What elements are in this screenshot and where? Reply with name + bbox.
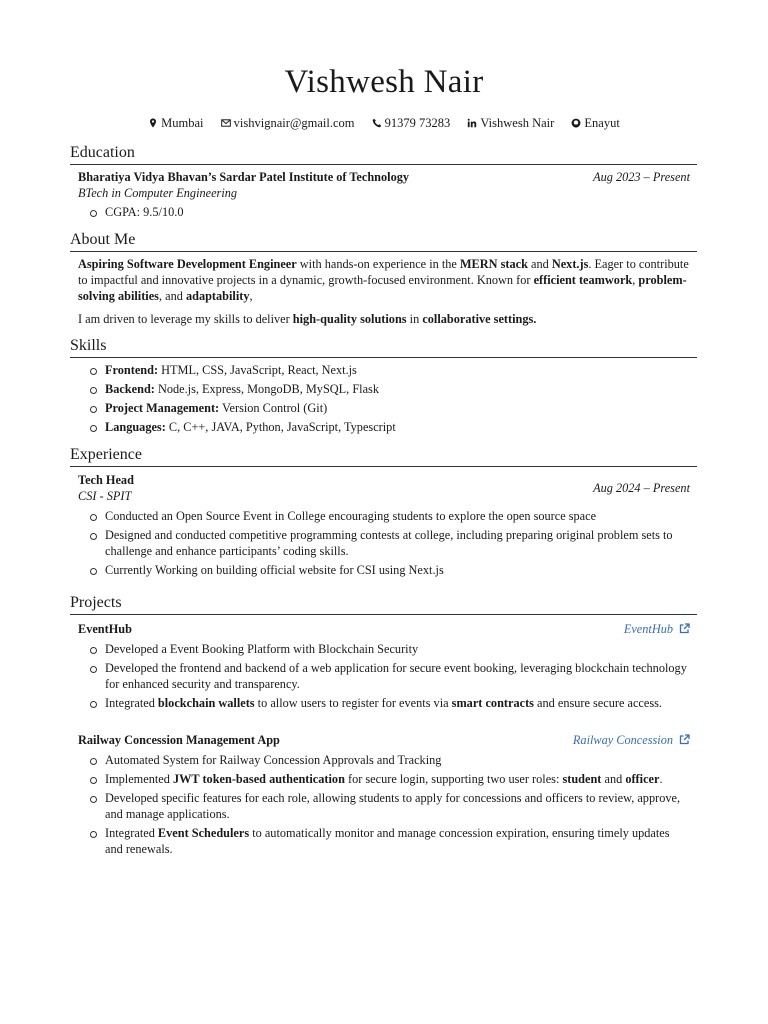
- skill-item: Languages: C, C++, JAVA, Python, JavaScript, Typescript: [78, 419, 690, 435]
- about-heading: About Me: [70, 231, 697, 252]
- about-paragraph-2: I am driven to leverage my skills to deliver high-quality solutions in collaborative settings.: [78, 312, 537, 326]
- experience-heading: Experience: [70, 446, 697, 467]
- list-item: Currently Working on building official website for CSI using Next.js: [78, 562, 690, 578]
- contact-location: [148, 116, 203, 131]
- skill-item: Project Management: Version Control (Git): [78, 400, 690, 416]
- institution-name: Bharatiya Vidya Bhavan’s Sardar Patel Institute of Technology: [78, 170, 410, 184]
- education-section: [78, 169, 690, 223]
- external-link-icon: [679, 623, 690, 634]
- location-text: Mumbai: [161, 116, 204, 130]
- list-item: CGPA: 9.5/10.0: [78, 204, 690, 220]
- education-date: Aug 2023 – Present: [593, 170, 690, 184]
- contact-github[interactable]: [571, 116, 619, 131]
- contact-bar: [0, 116, 768, 131]
- contact-phone[interactable]: [372, 116, 451, 131]
- contact-email[interactable]: [221, 116, 355, 131]
- list-item: Designed and conducted competitive programming contests at college, including preparing original problem sets to challenge and enhance participants’ coding skills.: [78, 527, 690, 559]
- list-item: Integrated blockchain wallets to allow users to register for events via smart contracts and ensure secure access.: [78, 695, 690, 711]
- project-eventhub: [78, 621, 690, 714]
- project-link-eventhub[interactable]: EventHub: [624, 621, 690, 637]
- github-text: Enayut: [584, 116, 620, 130]
- list-item: Integrated Event Schedulers to automatically monitor and manage concession expiration, ensuring timely updates and renewals.: [78, 825, 690, 857]
- project-link-railway[interactable]: Railway Concession: [573, 732, 690, 748]
- role-title: Tech Head: [78, 473, 134, 487]
- contact-linkedin[interactable]: [467, 116, 554, 131]
- github-icon: [571, 118, 581, 128]
- project-name: Railway Concession Management App: [78, 733, 280, 747]
- skill-item: Frontend: HTML, CSS, JavaScript, React, Next.js: [78, 362, 690, 378]
- project-name: EventHub: [78, 622, 132, 636]
- linkedin-text: Vishwesh Nair: [480, 116, 555, 130]
- skills-heading: Skills: [70, 337, 697, 358]
- organization: CSI - SPIT: [78, 489, 132, 503]
- skill-item: Backend: Node.js, Express, MongoDB, MySQL, Flask: [78, 381, 690, 397]
- experience-section: [78, 472, 690, 581]
- list-item: Conducted an Open Source Event in College encouraging students to explore the open source space: [78, 508, 690, 524]
- envelope-icon: [221, 118, 231, 128]
- external-link-icon: [679, 734, 690, 745]
- list-item: Developed the frontend and backend of a web application for secure event booking, leveraging blockchain technology for enhanced security and transparency.: [78, 660, 690, 692]
- list-item: Developed specific features for each role, allowing students to apply for concessions and officers to review, approve, and manage applications.: [78, 790, 690, 822]
- skills-section: [78, 362, 690, 438]
- email-text: vishvignair@gmail.com: [233, 116, 355, 130]
- education-heading: Education: [70, 144, 697, 165]
- projects-heading: Projects: [70, 594, 697, 615]
- phone-text: 91379 73283: [384, 116, 451, 130]
- about-section: [78, 256, 690, 327]
- phone-icon: [372, 118, 382, 128]
- list-item: Implemented JWT token-based authentication for secure login, supporting two user roles: student and officer.: [78, 771, 690, 787]
- list-item: Automated System for Railway Concession Approvals and Tracking: [78, 752, 690, 768]
- experience-date: Aug 2024 – Present: [593, 481, 690, 495]
- linkedin-icon: [467, 118, 477, 128]
- project-railway: [78, 732, 690, 860]
- candidate-name: Vishwesh Nair: [284, 64, 484, 100]
- about-paragraph-1: Aspiring Software Development Engineer with hands-on experience in the MERN stack and Next.js. Eager to contribute to impactful and innovative projects in a dynamic, growth-focused environment. Known for efficient teamwork, problem-solving abilities, and adaptability,: [78, 257, 689, 303]
- degree-name: BTech in Computer Engineering: [78, 186, 238, 200]
- map-pin-icon: [148, 118, 158, 128]
- list-item: Developed a Event Booking Platform with Blockchain Security: [78, 641, 690, 657]
